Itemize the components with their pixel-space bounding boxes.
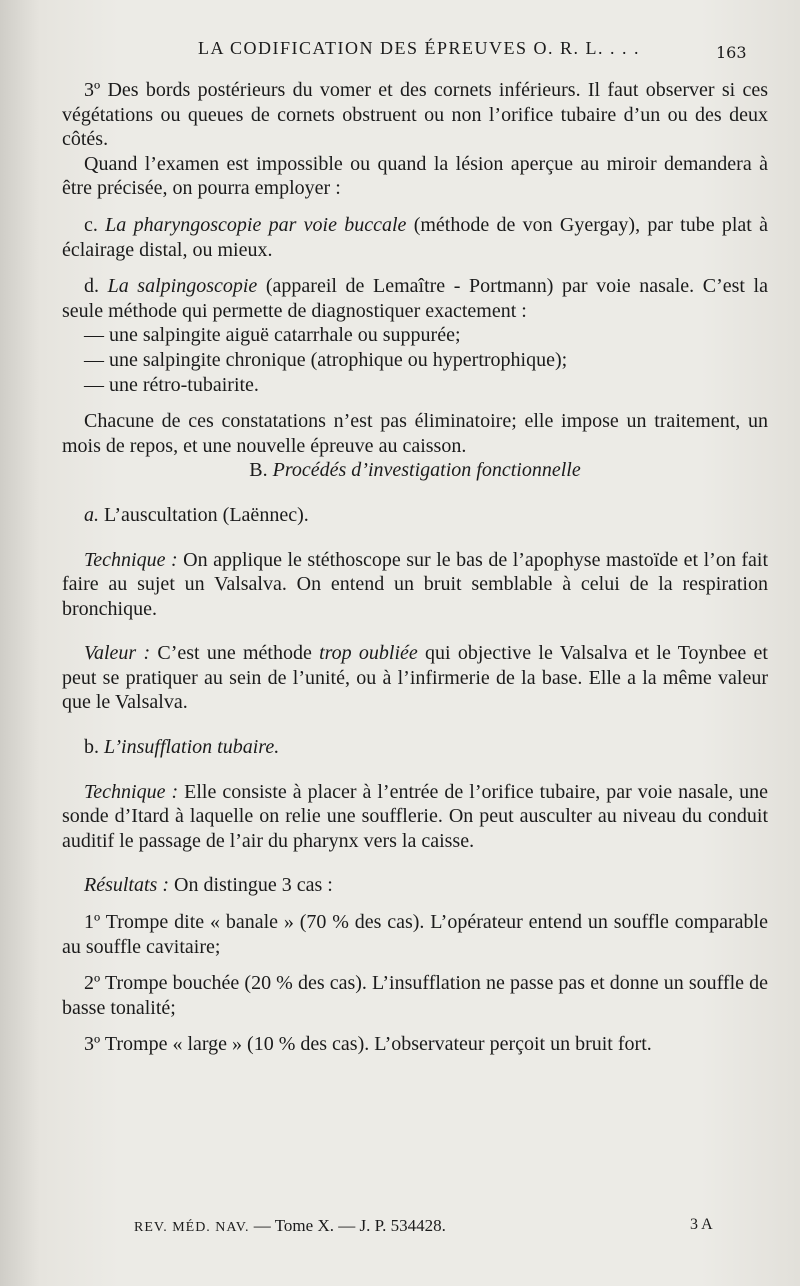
page-body xyxy=(62,78,768,1057)
paragraph-vomer: 3º Des bords postérieurs du vomer et des cornets inférieurs. Il faut observer si ces végétations ou queues de cornets obstruent ou non l’orifice tubaire d’un ou des deux côtés. xyxy=(62,79,768,151)
case-large: 3º Trompe « large » (10 % des cas). L’observateur perçoit un bruit fort. xyxy=(84,1033,652,1056)
footer-citation xyxy=(134,1216,446,1236)
item-label-d: d. xyxy=(84,275,99,298)
sub-title-b: L’insufflation tubaire. xyxy=(104,736,280,759)
technique-text-1: On applique le stéthoscope sur le bas de l’apophyse mastoïde et l’on fait faire au sujet un Valsalva. On entend un bruit semblable à celui de la respiration bronchique. xyxy=(62,548,769,620)
paragraph-pharyngoscopie xyxy=(62,213,768,262)
subheading-insufflation xyxy=(62,735,768,760)
term-salpingoscopie: La salpingoscopie xyxy=(107,275,258,298)
paragraph-resultats xyxy=(62,873,768,898)
sub-label-b: b. xyxy=(84,736,99,759)
pharyngoscopie-text: (méthode de von Gyergay), par tube plat à éclairage distal, ou mieux. xyxy=(62,213,768,261)
technique-label-2: Technique : xyxy=(84,780,179,803)
item-label-c: c. xyxy=(84,213,98,236)
page-number: 163 xyxy=(716,43,747,62)
resultats-label: Résultats : xyxy=(84,874,169,897)
resultats-text: On distingue 3 cas : xyxy=(169,874,333,897)
dash-item-chronique: — une salpingite chronique (atrophique ou hypertrophique); xyxy=(84,348,568,371)
valeur-label: Valeur : xyxy=(84,642,151,665)
section-title-b: Procédés d’investigation fonctionnelle xyxy=(272,459,581,482)
sub-title-a: L’auscultation (Laënnec). xyxy=(99,503,309,526)
section-heading-b xyxy=(62,458,768,483)
dash-item-aigue: — une salpingite aiguë catarrhale ou suppurée; xyxy=(84,324,461,347)
valeur-text-1: C’est une méthode xyxy=(150,642,320,665)
paragraph-valeur xyxy=(62,641,768,715)
case-banale: 1º Trompe dite « banale » (70 % des cas). L’opérateur entend un souffle comparable au souffle cavitaire; xyxy=(62,911,768,958)
paragraph-constatations: Chacune de ces constatations n’est pas éliminatoire; elle impose un traitement, un mois de repos, et une nouvelle épreuve au caisson. xyxy=(62,410,768,457)
subheading-auscultation xyxy=(62,503,768,528)
section-label-b: B. xyxy=(249,459,268,482)
paragraph-salpingoscopie xyxy=(62,274,768,323)
technique-text-2: Elle consiste à placer à l’entrée de l’orifice tubaire, par voie nasale, une sonde d’Itard à laquelle on relie une soufflerie. On peut ausculter au niveau du conduit auditif le passage de l’air du pharynx vers la caisse. xyxy=(62,780,769,852)
valeur-text-2: qui objective le Valsalva et le Toynbee et peut se pratiquer au sein de l’unité, ou à l’infirmerie de la base. Elle a la même valeur que le Valsalva. xyxy=(62,642,768,714)
page-header xyxy=(0,38,800,68)
journal-name: REV. MÉD. NAV. xyxy=(134,1220,250,1235)
dash-item-retro: — une rétro-tubairite. xyxy=(84,373,259,396)
page-footer xyxy=(0,1214,800,1240)
running-title: LA CODIFICATION DES ÉPREUVES O. R. L. . . . xyxy=(198,38,641,58)
paragraph-technique-2 xyxy=(62,780,768,854)
paragraph-technique-1 xyxy=(62,548,768,622)
paragraph-examen: Quand l’examen est impossible ou quand la lésion aperçue au miroir demandera à être précisée, on pourra employer : xyxy=(62,152,768,200)
technique-label-1: Technique : xyxy=(84,548,178,571)
sub-label-a: a. xyxy=(84,503,99,526)
term-pharyngoscopie: La pharyngoscopie par voie buccale xyxy=(105,213,407,236)
salpingoscopie-text: (appareil de Lemaître - Portmann) par voie nasale. C’est la seule méthode qui permette de diagnostiquer exactement : xyxy=(62,275,768,322)
case-bouchee: 2º Trompe bouchée (20 % des cas). L’insufflation ne passe pas et donne un souffle de basse tonalité; xyxy=(62,972,768,1019)
signature-mark: 3 A xyxy=(690,1216,713,1233)
tome-reference: — Tome X. — J. P. 534428. xyxy=(253,1216,446,1235)
valeur-emphasis: trop oubliée xyxy=(319,642,418,665)
